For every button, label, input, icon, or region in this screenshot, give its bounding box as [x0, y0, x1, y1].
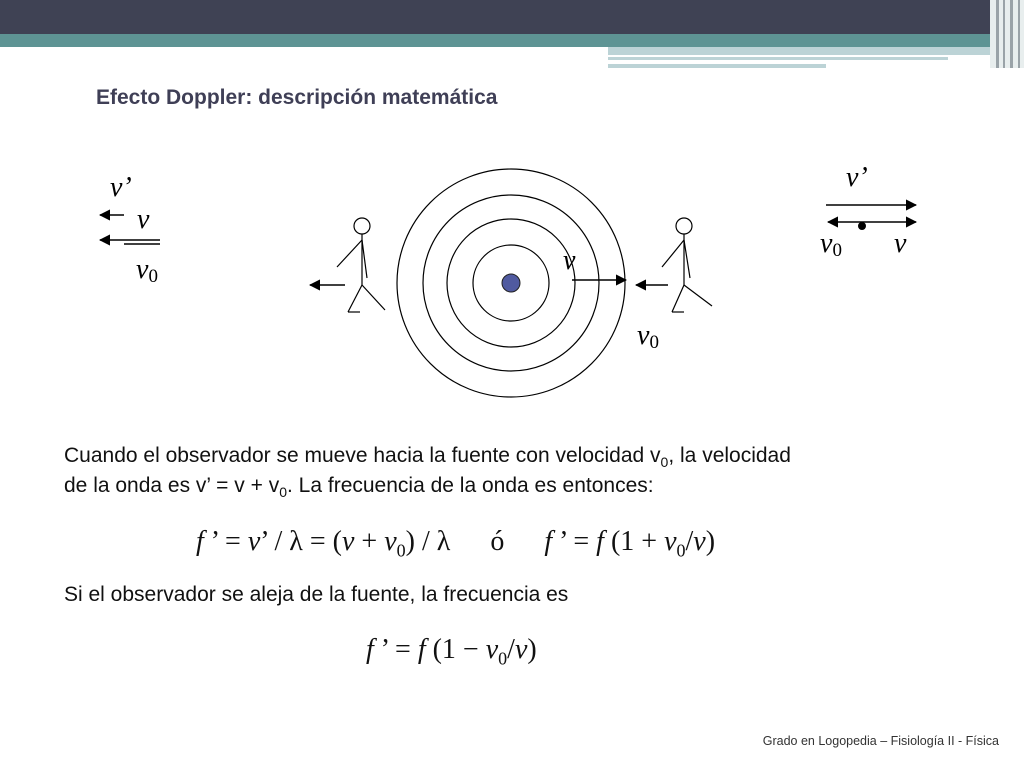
label-v0: v0: [637, 320, 659, 353]
left-velocity-group: [100, 172, 160, 287]
header-accent-line: [608, 64, 826, 68]
label-v-prime: v’: [110, 172, 132, 203]
header-accent-line: [608, 47, 1003, 55]
observer-point: [858, 222, 866, 230]
sound-source-dot: [502, 274, 520, 292]
equation-approaching: f ’ = v’ / $\lambda = (v + v_0) / \lambda$ ó f ’ = f $(1 + v_0/v)$: [196, 526, 716, 561]
doppler-diagram: [0, 130, 1024, 410]
explanation-line-1: Cuando el observador se mueve hacia la fuente con velocidad $v_0$, la velocidad: [64, 444, 791, 471]
or-word: ó: [490, 526, 505, 557]
explanation-line-3: Si el observador se aleja de la fuente, la frecuencia es: [64, 583, 569, 606]
explanation-line-2: de la onda es v’ = $v + v_0$. La frecuencia de la onda es entonces:: [64, 474, 654, 501]
header-band-dark: [0, 0, 1024, 34]
label-v-prime: v’: [846, 162, 868, 193]
right-velocity-group: [820, 162, 916, 261]
footer-text: Grado en Logopedia – Fisiología II - Física: [762, 734, 999, 748]
observer-right-figure: [662, 218, 712, 312]
header-band-teal: [0, 34, 1024, 47]
label-v0: v0: [820, 228, 842, 261]
label-v: v: [563, 245, 576, 276]
header-corner-bars: [990, 0, 1024, 68]
header-accent-line: [608, 57, 948, 60]
observer-left-figure: [337, 218, 385, 312]
label-v: v: [137, 204, 150, 235]
label-v: v: [894, 228, 907, 259]
label-v0: v0: [136, 254, 158, 287]
slide-title: Efecto Doppler: descripción matemática: [96, 86, 498, 109]
equation-receding: f ’ = f $(1 - v_0/v)$: [366, 634, 537, 669]
